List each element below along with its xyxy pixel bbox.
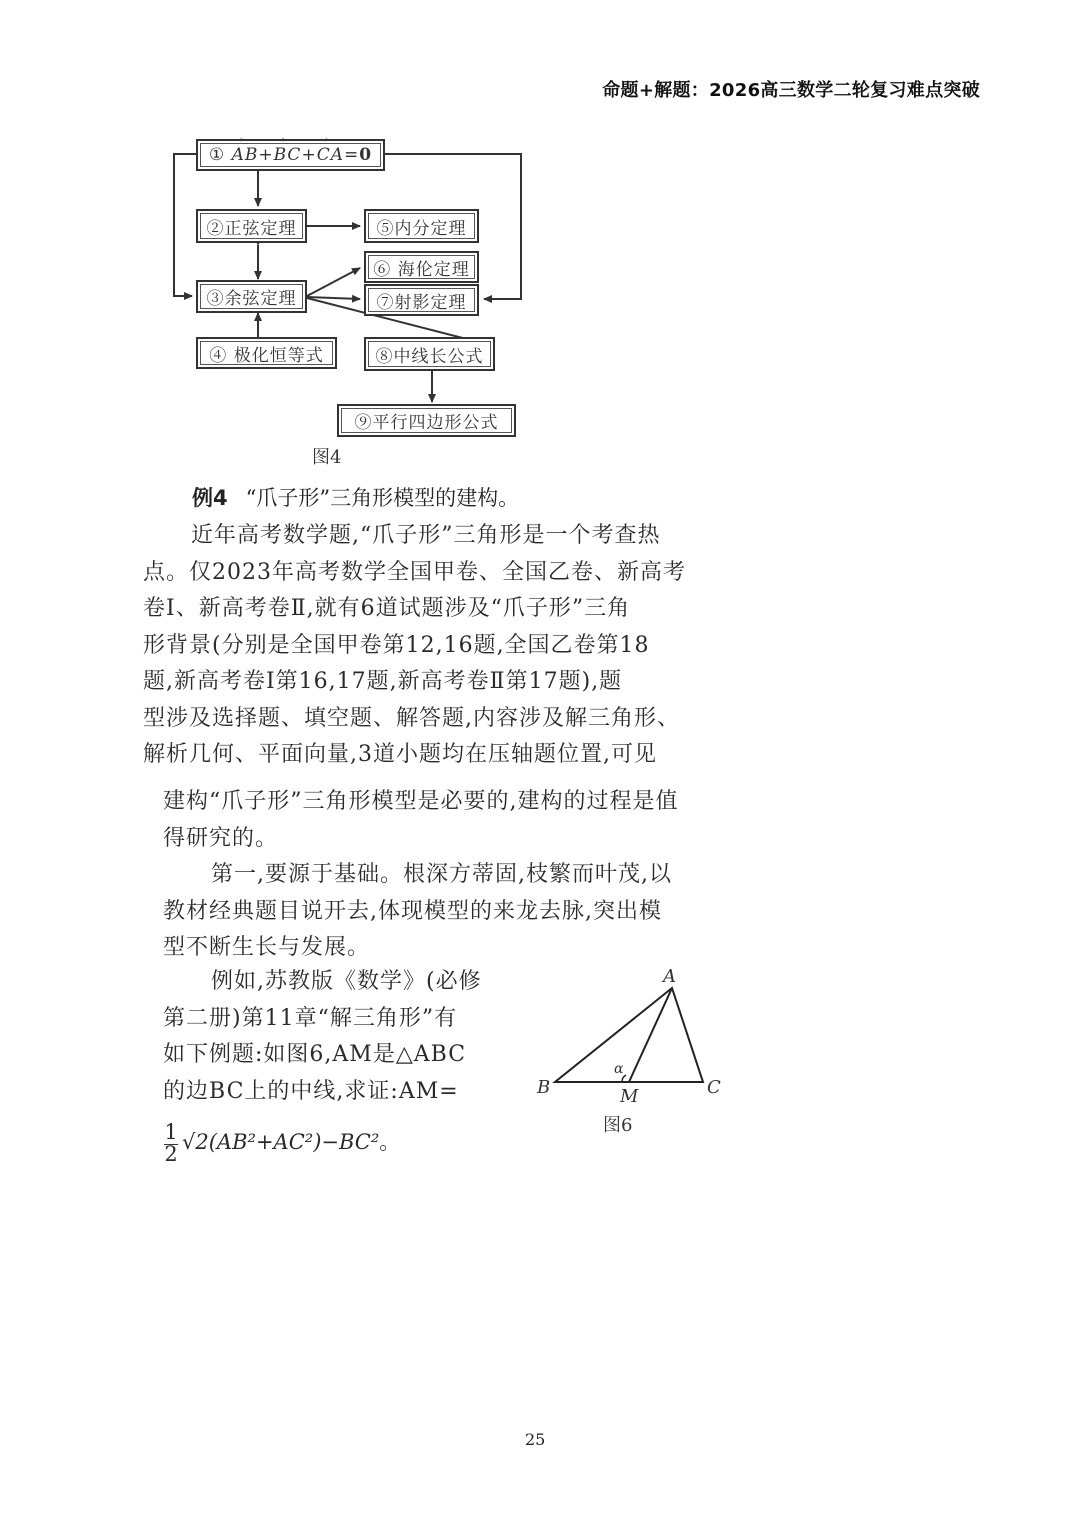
text-line: 题,新高考卷Ⅰ第16,17题,新高考卷Ⅱ第17题),题: [143, 669, 623, 694]
box-label: ⑥ 海伦定理: [368, 255, 475, 279]
fraction-numerator: 1: [164, 1120, 178, 1144]
fraction-denominator: 2: [164, 1142, 178, 1166]
text-line: 形背景(分别是全国甲卷第12,16题,全国乙卷第18: [143, 632, 650, 658]
text-line: 的边BC上的中线,求证:AM=: [163, 1078, 459, 1104]
text-line: 解析几何、平面向量,3道小题均在压轴题位置,可见: [143, 742, 657, 767]
text-line: 型涉及选择题、填空题、解答题,内容涉及解三角形、: [143, 705, 680, 731]
text-line: 如下例题:如图6,AM是△ABC: [163, 1042, 467, 1067]
text-line: 第一,要源于基础。根深方蒂固,枝繁而叶茂,以: [211, 862, 672, 887]
vector-ab: → AB: [232, 145, 259, 165]
figure4-caption: 图4: [312, 447, 342, 468]
box-label: ⑦射影定理: [368, 288, 475, 312]
box-label: ③余弦定理: [200, 284, 303, 309]
text-line: 近年高考数学题,“爪子形”三角形是一个考查热: [191, 523, 661, 548]
page-header: 命题+解题：2026高三数学二轮复习难点突破: [602, 80, 980, 101]
formula-end: 。: [379, 1130, 401, 1154]
label-c: C: [707, 1077, 721, 1098]
vector-sum-equation: ① → AB + → BC + → CA = 0: [200, 143, 381, 167]
text-line: 例如,苏教版《数学》(必修: [211, 969, 482, 994]
figure6-caption: 图6: [603, 1115, 633, 1136]
text-line: 型不断生长与发展。: [163, 935, 371, 960]
example-label: 例4: [192, 486, 228, 510]
vector-ca: → CA: [317, 145, 344, 165]
median-am: [629, 988, 672, 1082]
label-a: A: [663, 966, 676, 987]
zero-vector: 0: [359, 145, 373, 165]
example-title: “爪子形”三角形模型的建构。: [245, 486, 520, 510]
box1-prefix: ①: [208, 145, 226, 165]
box-label: ④ 极化恒等式: [200, 341, 333, 365]
text-line: 得研究的。: [163, 825, 279, 851]
box-label: ⑤内分定理: [368, 213, 475, 239]
label-m: M: [620, 1086, 639, 1107]
text-line: 教材经典题目说开去,体现模型的来龙去脉,突出模: [163, 898, 662, 924]
page-number: 25: [525, 1430, 546, 1449]
vector-bc: → BC: [274, 145, 302, 165]
text-line: 卷Ⅰ、新高考卷Ⅱ,就有6道试题涉及“爪子形”三角: [143, 596, 631, 621]
label-b: B: [537, 1077, 551, 1098]
triangle-abc: [555, 988, 703, 1082]
box-label: ②正弦定理: [200, 213, 303, 239]
root-expr: √2(AB²+AC²)−BC²: [182, 1130, 380, 1154]
box-label: ⑧中线长公式: [368, 341, 491, 367]
text-line: 建构“爪子形”三角形模型是必要的,建构的过程是值: [163, 789, 679, 814]
text-line: 第二册)第11章“解三角形”有: [163, 1005, 458, 1031]
label-alpha: α: [614, 1061, 624, 1077]
box-label: ⑨平行四边形公式: [341, 408, 512, 433]
text-line: 点。仅2023年高考数学全国甲卷、全国乙卷、新高考: [143, 559, 686, 585]
